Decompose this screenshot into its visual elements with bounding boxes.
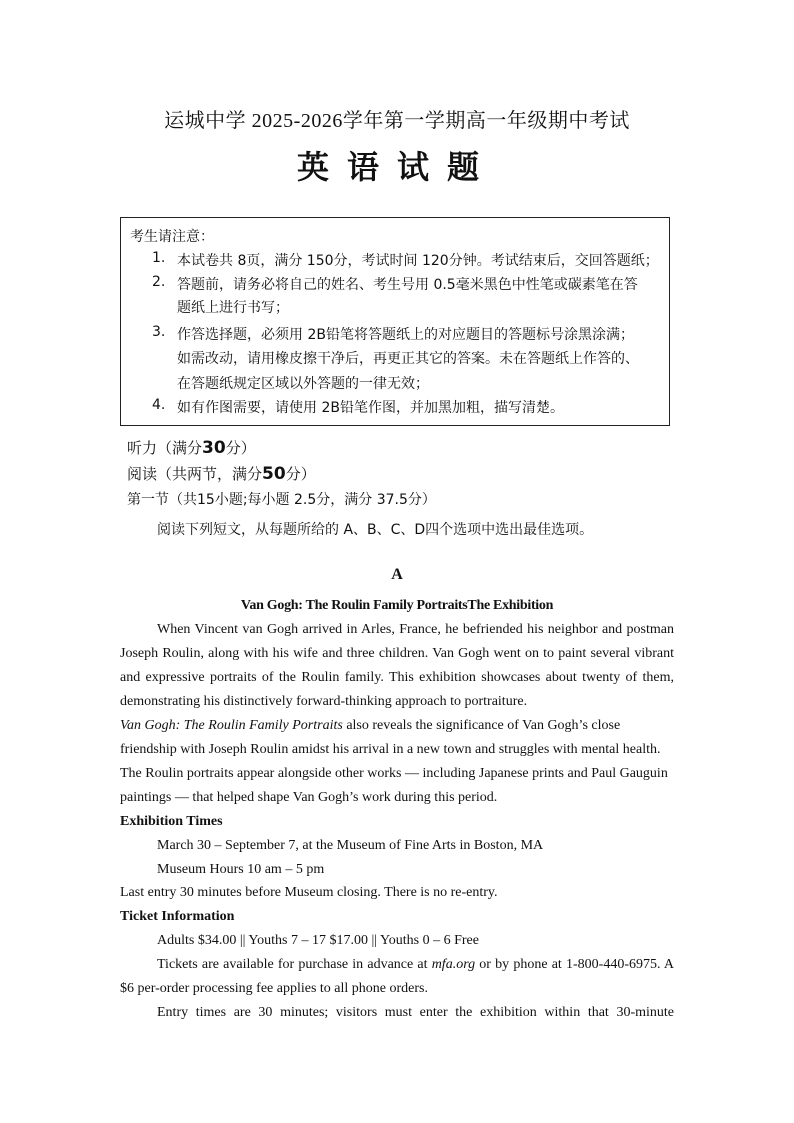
tickets-text: Tickets are available for purchase in advance at	[157, 957, 432, 972]
reading-instruction: 阅读下列短文，从每题所给的 A、B、C、D四个选项中选出最佳选项。	[157, 522, 594, 538]
notice-item-line: 答题前，请务必将自己的姓名、考生号用 0.5毫米黑色中性笔或碳素笔在答	[177, 277, 638, 293]
ticket-prices: Adults $34.00 || Youths 7 – 17 $17.00 || Youths 0 – 6 Free	[157, 933, 479, 948]
paragraph-line: and expressive portraits of the Roulin family. This exhibition showcases about twenty of them,	[120, 670, 674, 685]
part-one-heading: 第一节（共15小题;每小题 2.5分，满分 37.5分）	[127, 492, 436, 508]
passage-title: Van Gogh: The Roulin Family PortraitsThe Exhibition	[240, 598, 554, 613]
times-line: March 30 – September 7, at the Museum of Fine Arts in Boston, MA	[157, 838, 544, 853]
subject-title: 英语试题	[296, 148, 497, 186]
times-line: Museum Hours 10 am – 5 pm	[157, 862, 325, 877]
paragraph-line: demonstrating his distinctively forward-thinking approach to portraiture.	[120, 694, 528, 709]
exam-title: 运城中学 2025-2026学年第一学期高一年级期中考试	[164, 110, 630, 132]
ticket-heading: Ticket Information	[120, 909, 235, 924]
listening-section	[127, 437, 256, 458]
passage-letter: A	[391, 566, 403, 583]
reading-section	[127, 463, 316, 484]
tickets-line	[120, 953, 674, 977]
tickets-text: or by phone at 1-800-440-6975. A	[475, 957, 674, 972]
listening-unit: 分）	[225, 439, 256, 457]
paragraph-line: The Roulin portraits appear alongside other works — including Japanese prints and Paul Gauguin	[120, 766, 668, 781]
notice-item-number: 1.	[152, 250, 166, 266]
notice-item-line: 如需改动，请用橡皮擦干净后，再更正其它的答案。未在答题纸上作答的、	[177, 351, 639, 367]
notice-item-line: 作答选择题，必须用 2B铅笔将答题纸上的对应题目的答题标号涂黑涂满；	[177, 327, 634, 343]
paragraph-text: also reveals the significance of Van Gogh’s close	[342, 718, 621, 733]
listening-score: 30	[202, 438, 226, 458]
notice-item-line: 如有作图需要，请使用 2B铅笔作图，并加黑加粗，描写清楚。	[177, 400, 564, 416]
paragraph-line: friendship with Joseph Roulin amidst his arrival in a new town and struggles with mental health.	[120, 742, 661, 757]
paragraph-line	[120, 714, 674, 738]
reading-unit: 分）	[285, 465, 316, 483]
notice-item-number: 2.	[152, 274, 166, 290]
listening-label: 听力（满分	[127, 439, 203, 457]
reading-score: 50	[262, 464, 286, 484]
paragraph-line: When Vincent van Gogh arrived in Arles, France, he befriended his neighbor and postman	[157, 622, 674, 637]
notice-heading: 考生请注意：	[130, 229, 214, 245]
reading-label: 阅读（共两节，满分	[127, 465, 263, 483]
notice-box	[120, 217, 670, 426]
notice-item-line: 在答题纸规定区域以外答题的一律无效；	[177, 376, 429, 392]
exhibition-name: Van Gogh: The Roulin Family Portraits	[120, 718, 343, 733]
notice-item-number: 3.	[152, 324, 166, 340]
ticket-website: mfa.org	[431, 957, 476, 972]
notice-item-number: 4.	[152, 397, 166, 413]
entry-times-line: Entry times are 30 minutes; visitors must enter the exhibition within that 30-minute	[157, 1005, 674, 1020]
paragraph-line: Joseph Roulin, along with his wife and three children. Van Gogh went on to paint several vibrant	[120, 646, 674, 661]
notice-item-line: 本试卷共 8页，满分 150分，考试时间 120分钟。考试结束后，交回答题纸；	[177, 253, 659, 269]
last-entry-line: Last entry 30 minutes before Museum closing. There is no re-entry.	[120, 885, 498, 900]
paragraph-line: paintings — that helped shape Van Gogh’s work during this period.	[120, 790, 498, 805]
times-heading: Exhibition Times	[120, 814, 223, 829]
tickets-line: $6 per-order processing fee applies to all phone orders.	[120, 981, 428, 996]
notice-item-line: 题纸上进行书写；	[177, 300, 289, 316]
